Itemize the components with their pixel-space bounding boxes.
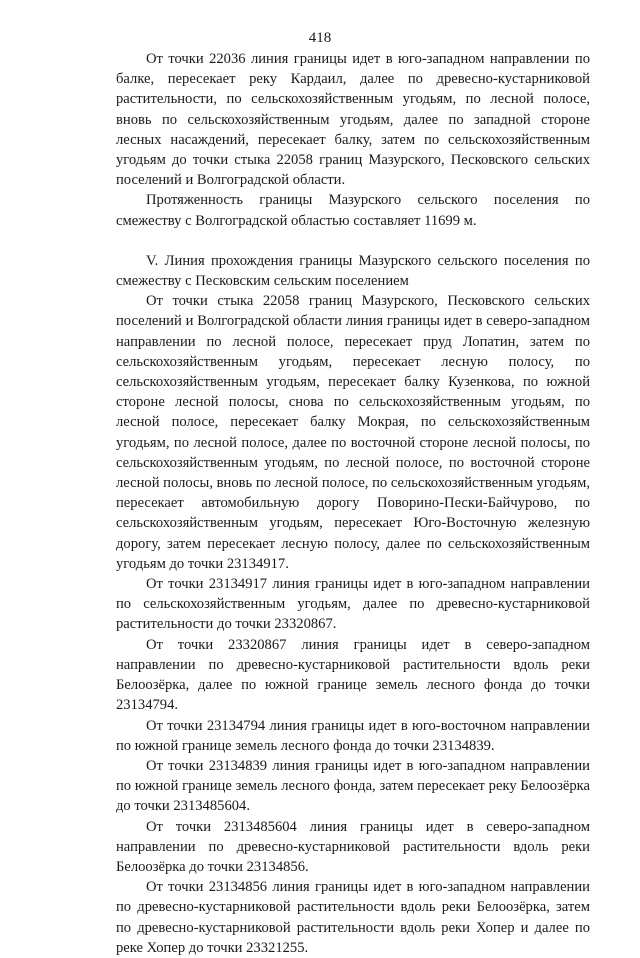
- document-body: [116, 49, 590, 958]
- paragraph-boundary-23134917: От точки 23134917 линия границы идет в юго-западном направлении по сельскохозяйственным угодьям, далее по древесно-кустарниковой растительности до точки 23320867.: [116, 576, 590, 633]
- paragraph-boundary-23320867: От точки 23320867 линия границы идет в северо-западном направлении по древесно-кустарниковой растительности вдоль реки Белоозёрка, далее по южной границе земель лесного фонда до точки 23134794.: [116, 636, 590, 714]
- paragraph-boundary-22058: От точки стыка 22058 границ Мазурского, Песковского сельских поселений и Волгоградской области линия границы идет в северо-западном направлении по лесной полосе, пересекает пруд Лопатин, затем по сельскохозяйственным угодьям, пересекает лесную полосу, по сельскохозяйственным угодьям, пересекает балку Кузенкова, по южной стороне лесной полосы, снова по сельскохозяйственным угодьям, по лесной полосе, пересекает балку Мокрая, по сельскохозяйственным угодьям, по лесной полосе, далее по восточной стороне лесной полосы, по сельскохозяйственным угодьям, по лесной полосе, по восточной стороне лесной полосы, вновь по лесной полосе, по сельскохозяйственным угодьям, пересекает автомобильную дорогу Поворино-Пески-Байчурово, по сельскохозяйственным угодьям, пересекает Юго-Восточную железную дорогу, затем пересекает лесную полосу, далее по сельскохозяйственным угодьям до точки 23134917.: [116, 293, 590, 572]
- page-number: 418: [308, 30, 332, 46]
- section-heading-v: V. Линия прохождения границы Мазурского сельского поселения по смежеству с Песковским сельским поселением: [116, 252, 590, 290]
- paragraph-boundary-23134856: От точки 23134856 линия границы идет в юго-западном направлении по древесно-кустарниковой растительности вдоль реки Белоозёрка, затем по древесно-кустарниковой растительности вдоль реки Хопер и далее по реке Хопер до точки 23321255.: [116, 879, 590, 956]
- paragraph-boundary-22036: От точки 22036 линия границы идет в юго-западном направлении по балке, пересекает реку Кардаил, далее по древесно-кустарниковой растительности, по сельскохозяйственным угодьям, по лесной полосе, вновь по сельскохозяйственным угодьям, далее по западной стороне лесных насаждений, пересекает балку, затем по сельскохозяйственным угодьям до точки стыка 22058 границ Мазурского, Песковского сельских поселений и Волгоградской области.: [116, 51, 590, 189]
- paragraph-boundary-23134839: От точки 23134839 линия границы идет в юго-западном направлении по южной границе земель лесного фонда, затем пересекает реку Белоозёрка до точки 2313485604.: [116, 757, 590, 815]
- paragraph-length-volgograd: Протяженность границы Мазурского сельского поселения по смежеству с Волгоградской областью составляет 11699 м.: [116, 192, 590, 229]
- paragraph-boundary-23134794: От точки 23134794 линия границы идет в юго-восточном направлении по южной границе земель лесного фонда до точки 23134839.: [116, 717, 590, 754]
- paragraph-boundary-2313485604: От точки 2313485604 линия границы идет в северо-западном направлении по древесно-кустарниковой растительности вдоль реки Белоозёрка до точки 23134856.: [116, 818, 590, 875]
